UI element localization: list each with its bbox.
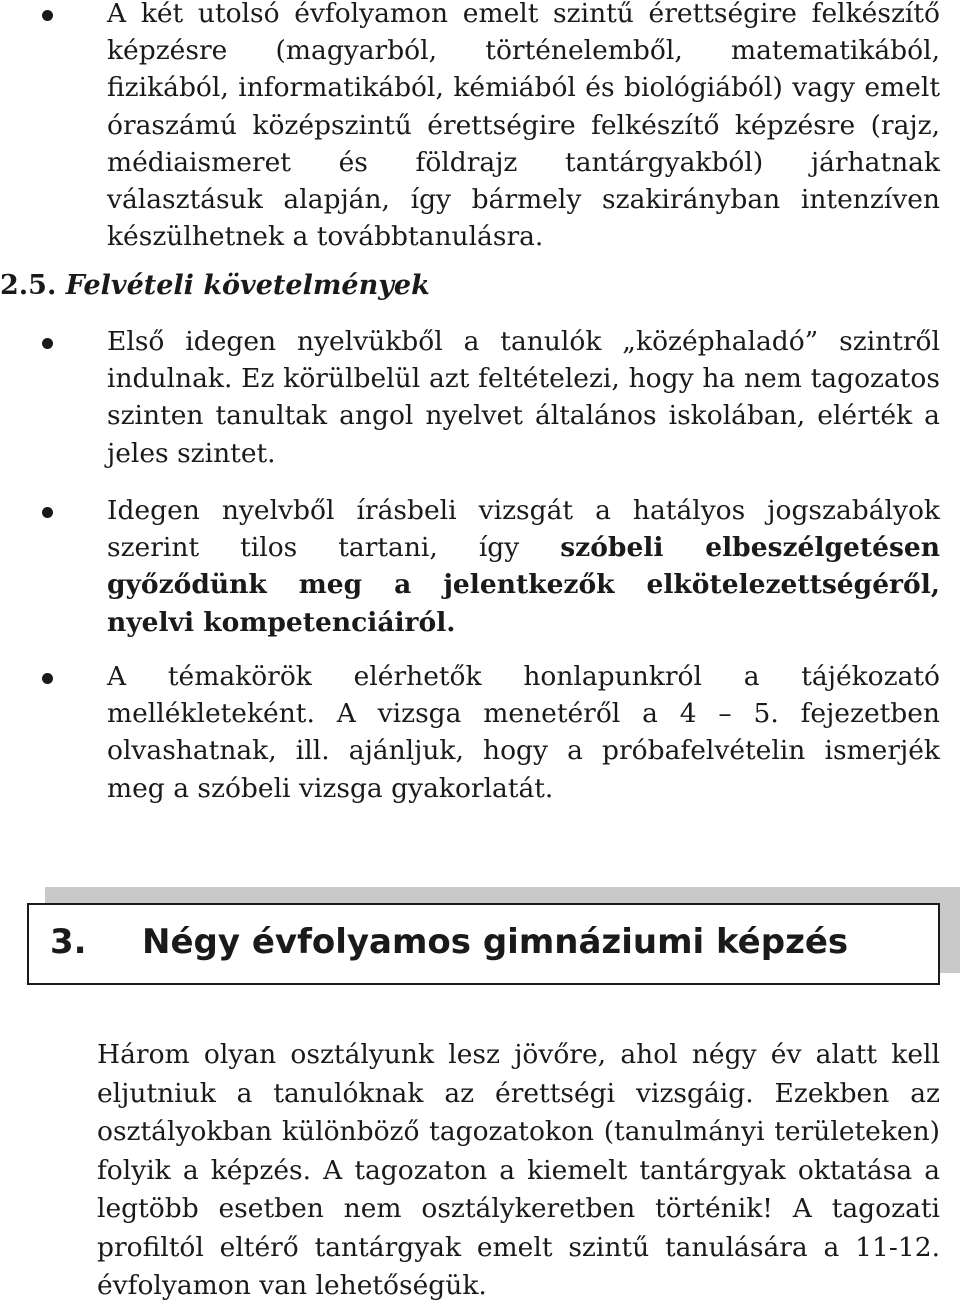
body-paragraph: Három olyan osztályunk lesz jövőre, ahol négy év alatt kell eljutniuk a tanulóknak az érettségi vizsgáig. Ezekben az osztályokban különböző tagozatokon (tanulmányi területeken) folyik a képzés. A tagozaton a kiemelt tantárgyak oktatása a legtöbb esetben nem osztálykeretben történik! A tagozati profiltól eltérő tantárgyak emelt szintű tanulására a 11-12. évfolyamon van lehetőségük. (97, 1039, 940, 1301)
bullet-icon (42, 507, 53, 518)
chapter-number: 3. (50, 922, 87, 962)
section-title: Felvételi követelmények (65, 270, 430, 301)
list-item-text: Első idegen nyelvükből a tanulók „középhaladó” szintről indulnak. Ez körülbelül azt feltételezi, hogy ha nem tagozatos szinten tanultak angol nyelvet általános iskolában, elérték a jeles szintet. (107, 326, 940, 469)
chapter-title: Négy évfolyamos gimnáziumi képzés (142, 922, 849, 962)
bullet-icon (42, 10, 53, 21)
list-item-text: A két utolsó évfolyamon emelt szintű érettségire felkészítő képzésre (magyarból, történelemből, matematikából, fizikából, informatikából, kémiából és biológiából) vagy emelt óraszámú középszintű érettségire felkészítő képzésre (rajz, médiaismeret és földrajz tantárgyakból) járhatnak választásuk alapján, így bármely szakirányban intenzíven készülhetnek a továbbtanulásra. (107, 0, 940, 253)
list-item-text (107, 492, 940, 641)
section-number: 2.5. (0, 270, 57, 301)
bullet-icon (42, 338, 53, 349)
section-heading (0, 266, 430, 306)
list-item-text-emphasis: szóbeli elbeszélgetésen győződünk meg a jelentkezők elkötelezettségéről, nyelvi kompetenciáiról. (107, 532, 940, 638)
bullet-icon (42, 673, 53, 684)
list-item-text: A témakörök elérhetők honlapunkról a tájékozató mellékleteként. A vizsga menetéről a 4 – 5. fejezetben olvashatnak, ill. ajánljuk, hogy a próbafelvételin ismerjék meg a szóbeli vizsga gyakorlatát. (107, 661, 940, 804)
list-item-text-plain: Idegen nyelvből írásbeli vizsgát a hatályos jogszabályok szerint tilos tartani, így (107, 495, 940, 564)
